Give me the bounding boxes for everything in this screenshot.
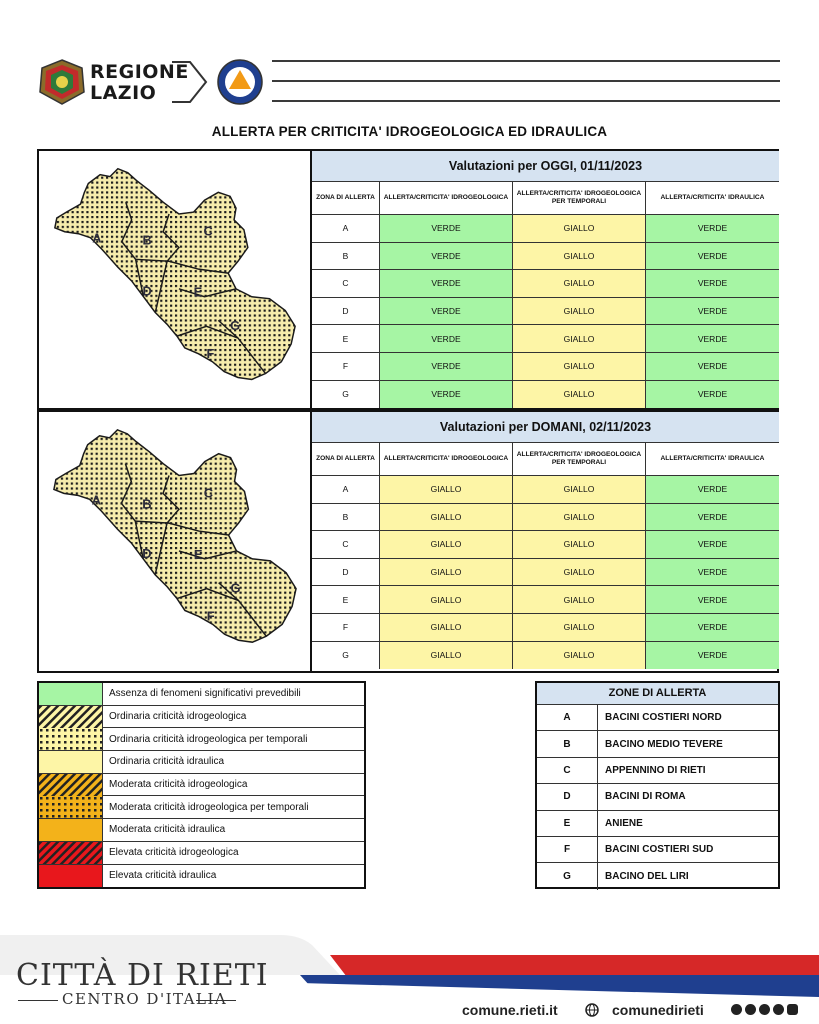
- zone-cell: C: [312, 531, 380, 558]
- brand-line-2: LAZIO: [90, 82, 157, 104]
- zone-letter: C: [537, 758, 598, 783]
- table-row: [312, 504, 779, 532]
- brand-line-1: REGIONE: [90, 61, 189, 83]
- idraulica-cell: VERDE: [646, 504, 779, 531]
- idrogeologica-cell: VERDE: [380, 381, 513, 409]
- legend-item: [39, 774, 364, 797]
- legend-label: Elevata criticità idraulica: [109, 870, 217, 882]
- idrogeologica-cell: GIALLO: [380, 504, 513, 531]
- zone-letter: A: [537, 705, 598, 730]
- legend-item: [39, 706, 364, 729]
- map-label: A: [91, 492, 101, 508]
- col-zona: ZONA DI ALLERTA: [312, 182, 380, 214]
- temporali-cell: GIALLO: [513, 559, 646, 586]
- col-idrogeologica: ALLERTA/CRITICITA' IDROGEOLOGICA: [380, 443, 513, 475]
- temporali-cell: GIALLO: [513, 642, 646, 670]
- table-body: [312, 476, 779, 669]
- zone-name: BACINO MEDIO TEVERE: [605, 738, 723, 750]
- legend-swatch: [39, 706, 103, 728]
- table-row: [312, 270, 779, 298]
- zone-row: [537, 784, 778, 810]
- map-label: D: [142, 283, 152, 299]
- map-label: B: [142, 496, 152, 512]
- idraulica-cell: VERDE: [646, 614, 779, 641]
- legend-label: Moderata criticità idraulica: [109, 824, 226, 836]
- table-body: [312, 215, 779, 408]
- zone-name: BACINI COSTIERI SUD: [605, 844, 714, 856]
- idraulica-cell: VERDE: [646, 325, 779, 352]
- legend-item: [39, 842, 364, 865]
- table-title: Valutazioni per DOMANI, 02/11/2023: [312, 412, 779, 443]
- table-row: [312, 243, 779, 271]
- header-line: [272, 100, 780, 102]
- legend: [37, 681, 366, 889]
- protezione-civile-logo-icon: [216, 58, 264, 106]
- telegram-icon[interactable]: [759, 1004, 770, 1015]
- map-label: D: [142, 545, 152, 561]
- temporali-cell: GIALLO: [513, 381, 646, 409]
- temporali-cell: GIALLO: [513, 476, 646, 503]
- legend-swatch: [39, 683, 103, 705]
- idraulica-cell: VERDE: [646, 476, 779, 503]
- legend-item: [39, 683, 364, 706]
- instagram-icon[interactable]: [787, 1004, 798, 1015]
- table-row: [312, 614, 779, 642]
- legend-label: Moderata criticità idrogeologica: [109, 779, 248, 791]
- facebook-icon[interactable]: [731, 1004, 742, 1015]
- idraulica-cell: VERDE: [646, 586, 779, 613]
- legend-label: Ordinaria criticità idrogeologica: [109, 711, 247, 723]
- idraulica-cell: VERDE: [646, 243, 779, 270]
- idrogeologica-cell: VERDE: [380, 298, 513, 325]
- map-label: G: [230, 580, 241, 596]
- legend-swatch: [39, 728, 103, 750]
- temporali-cell: GIALLO: [513, 270, 646, 297]
- legend-label: Elevata criticità idrogeologica: [109, 847, 239, 859]
- col-idraulica: ALLERTA/CRITICITA' IDRAULICA: [660, 194, 765, 201]
- footer-website-link[interactable]: comune.rieti.it: [462, 1002, 558, 1018]
- zone-row: [537, 811, 778, 837]
- idrogeologica-cell: VERDE: [380, 243, 513, 270]
- temporali-cell: GIALLO: [513, 531, 646, 558]
- col-temporali: ALLERTA/CRITICITA' IDROGEOLOGICA PER TEMPORALI: [513, 182, 646, 214]
- header-line: [272, 80, 780, 82]
- legend-item: [39, 796, 364, 819]
- table-row: [312, 353, 779, 381]
- table-row: [312, 531, 779, 559]
- idraulica-cell: VERDE: [646, 559, 779, 586]
- legend-item: [39, 728, 364, 751]
- header-divider-icon: [170, 60, 210, 104]
- panel-tomorrow: [37, 410, 779, 673]
- table-row: [312, 381, 779, 409]
- map-label: A: [92, 230, 102, 246]
- map-label: E: [193, 284, 203, 300]
- zone-cell: C: [312, 270, 380, 297]
- zone-cell: F: [312, 353, 380, 380]
- zone-row: [537, 863, 778, 889]
- idrogeologica-cell: GIALLO: [380, 614, 513, 641]
- legend-swatch: [39, 796, 103, 818]
- zone-name: BACINI COSTIERI NORD: [605, 712, 722, 724]
- map-label: E: [193, 546, 203, 562]
- idrogeologica-cell: VERDE: [380, 325, 513, 352]
- legend-item: [39, 819, 364, 842]
- idrogeologica-cell: VERDE: [380, 215, 513, 242]
- zone-cell: G: [312, 381, 380, 409]
- idrogeologica-cell: VERDE: [380, 270, 513, 297]
- zone-row: [537, 731, 778, 757]
- temporali-cell: GIALLO: [513, 614, 646, 641]
- zone-cell: D: [312, 298, 380, 325]
- col-idraulica: ALLERTA/CRITICITA' IDRAULICA: [660, 455, 765, 462]
- table-today: [310, 151, 779, 408]
- map-label: F: [206, 608, 215, 624]
- map-label: B: [142, 232, 152, 248]
- map-label: C: [203, 485, 214, 501]
- table-title: Valutazioni per OGGI, 01/11/2023: [312, 151, 779, 182]
- idraulica-cell: VERDE: [646, 381, 779, 409]
- legend-swatch: [39, 865, 103, 888]
- zone-name: APPENNINO DI RIETI: [605, 764, 706, 776]
- footer-tagline: CENTRO D'ITALIA: [62, 990, 228, 1008]
- regione-lazio-crest-icon: [38, 58, 86, 106]
- zone-letter: G: [537, 863, 598, 889]
- zone-cell: B: [312, 243, 380, 270]
- idrogeologica-cell: GIALLO: [380, 586, 513, 613]
- footer-social-handle[interactable]: comunedirieti: [612, 1002, 704, 1018]
- table-row: [312, 586, 779, 614]
- zone-row: [537, 758, 778, 784]
- zone-cell: A: [312, 476, 380, 503]
- zone-cell: B: [312, 504, 380, 531]
- table-row: [312, 559, 779, 587]
- legend-swatch: [39, 842, 103, 864]
- zone-name: BACINO DEL LIRI: [605, 871, 689, 883]
- idraulica-cell: VERDE: [646, 215, 779, 242]
- zone-cell: G: [312, 642, 380, 670]
- zone-cell: E: [312, 586, 380, 613]
- legend-label: Ordinaria criticità idraulica: [109, 756, 225, 768]
- idrogeologica-cell: VERDE: [380, 353, 513, 380]
- legend-swatch: [39, 819, 103, 841]
- zone-table-title: ZONE DI ALLERTA: [537, 683, 778, 705]
- footer-city-name: CITTÀ DI RIETI: [16, 958, 269, 993]
- col-zona: ZONA DI ALLERTA: [312, 443, 380, 475]
- temporali-cell: GIALLO: [513, 215, 646, 242]
- legend-item: [39, 865, 364, 888]
- table-header: [312, 182, 779, 215]
- legend-swatch: [39, 774, 103, 796]
- zone-cell: E: [312, 325, 380, 352]
- table-row: [312, 298, 779, 326]
- map-label: G: [230, 318, 241, 334]
- map-label: F: [206, 345, 215, 361]
- col-idrogeologica: ALLERTA/CRITICITA' IDROGEOLOGICA: [380, 182, 513, 214]
- temporali-cell: GIALLO: [513, 325, 646, 352]
- table-tomorrow: [310, 412, 779, 671]
- zone-letter: B: [537, 731, 598, 756]
- idraulica-cell: VERDE: [646, 270, 779, 297]
- footer-line: [18, 1000, 58, 1001]
- lazio-map-today: [39, 151, 307, 408]
- zone-letter: D: [537, 784, 598, 809]
- temporali-cell: GIALLO: [513, 586, 646, 613]
- zone-table: [535, 681, 780, 889]
- zone-letter: E: [537, 811, 598, 836]
- zone-cell: D: [312, 559, 380, 586]
- idraulica-cell: VERDE: [646, 642, 779, 670]
- zone-row: [537, 705, 778, 731]
- table-row: [312, 476, 779, 504]
- temporali-cell: GIALLO: [513, 243, 646, 270]
- legend-item: [39, 751, 364, 774]
- table-row: [312, 642, 779, 670]
- table-header: [312, 443, 779, 476]
- legend-label: Ordinaria criticità idrogeologica per temporali: [109, 733, 308, 745]
- legend-label: Assenza di fenomeni significativi prevedibili: [109, 688, 301, 700]
- header-line: [272, 60, 780, 62]
- idraulica-cell: VERDE: [646, 298, 779, 325]
- temporali-cell: GIALLO: [513, 298, 646, 325]
- lazio-map-tomorrow: [39, 412, 307, 671]
- panel-today: [37, 149, 779, 410]
- col-temporali: ALLERTA/CRITICITA' IDROGEOLOGICA PER TEMPORALI: [513, 443, 646, 475]
- idraulica-cell: VERDE: [646, 531, 779, 558]
- table-row: [312, 215, 779, 243]
- temporali-cell: GIALLO: [513, 353, 646, 380]
- table-row: [312, 325, 779, 353]
- idrogeologica-cell: GIALLO: [380, 476, 513, 503]
- zone-name: ANIENE: [605, 817, 643, 829]
- legend-swatch: [39, 751, 103, 773]
- page-title: ALLERTA PER CRITICITA' IDROGEOLOGICA ED IDRAULICA: [211, 124, 608, 139]
- youtube-icon[interactable]: [745, 1004, 756, 1015]
- zone-name: BACINI DI ROMA: [605, 791, 686, 803]
- idrogeologica-cell: GIALLO: [380, 642, 513, 670]
- zone-cell: A: [312, 215, 380, 242]
- globe-icon: [585, 1003, 599, 1017]
- legend-label: Moderata criticità idrogeologica per temporali: [109, 801, 309, 813]
- idraulica-cell: VERDE: [646, 353, 779, 380]
- zone-letter: F: [537, 837, 598, 862]
- temporali-cell: GIALLO: [513, 504, 646, 531]
- zone-cell: F: [312, 614, 380, 641]
- zone-row: [537, 837, 778, 863]
- map-label: C: [203, 223, 213, 239]
- whatsapp-icon[interactable]: [773, 1004, 784, 1015]
- idrogeologica-cell: GIALLO: [380, 531, 513, 558]
- idrogeologica-cell: GIALLO: [380, 559, 513, 586]
